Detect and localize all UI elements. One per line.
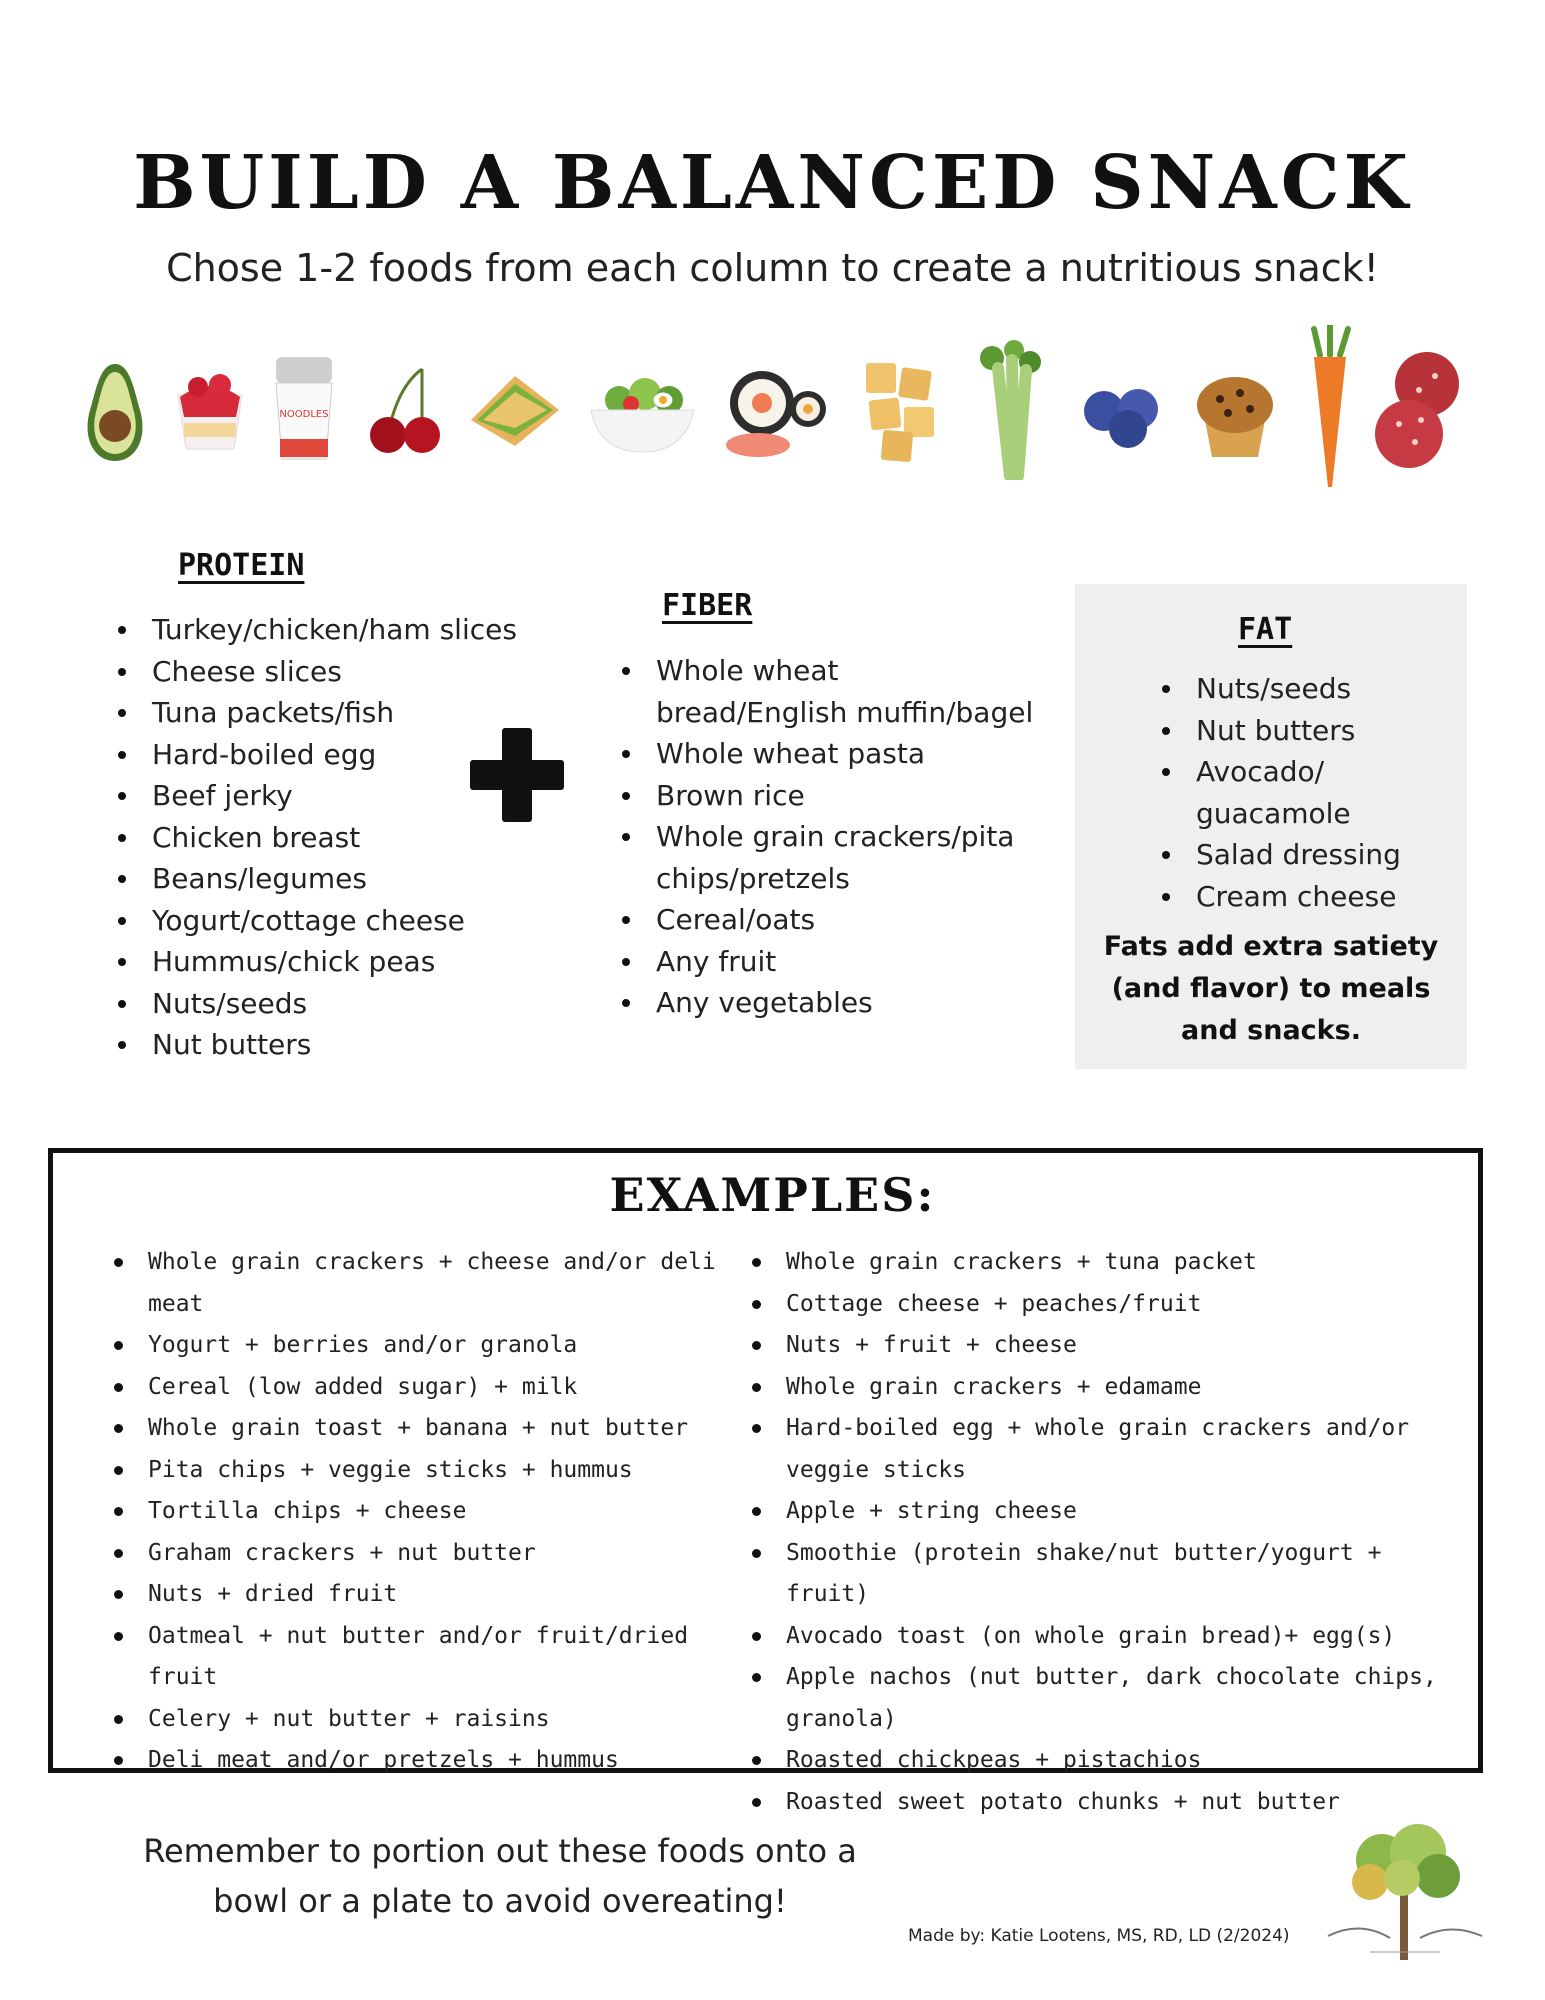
list-item: Pita chips + veggie sticks + hummus (114, 1450, 734, 1492)
list-item: Avocado/ guacamole (1158, 751, 1448, 834)
list-item: Nuts/seeds (1158, 668, 1448, 710)
list-item: Cheese slices (114, 651, 534, 693)
plus-icon (470, 728, 564, 822)
salami-icon (1375, 350, 1465, 475)
fiber-list (618, 650, 1038, 1024)
svg-text:NOODLES: NOODLES (279, 409, 329, 420)
page-subtitle: Chose 1-2 foods from each column to create a nutritious snack! (166, 246, 1379, 290)
crackers-icon (860, 355, 940, 465)
list-item: Nut butters (114, 1024, 534, 1066)
list-item: Roasted chickpeas + pistachios (752, 1740, 1464, 1782)
salad-bowl-icon (585, 370, 700, 455)
cherries-icon (360, 365, 450, 460)
list-item: Beef jerky (114, 775, 534, 817)
list-item: Any vegetables (618, 982, 1038, 1024)
carrot-icon (1300, 325, 1360, 490)
examples-list-right (752, 1242, 1464, 1823)
list-item: Turkey/chicken/ham slices (114, 609, 534, 651)
list-item: Celery + nut butter + raisins (114, 1699, 734, 1741)
list-item: Cottage cheese + peaches/fruit (752, 1284, 1464, 1326)
examples-list-left (114, 1242, 734, 1782)
list-item: Whole wheat pasta (618, 733, 1038, 775)
list-item: Tuna packets/fish (114, 692, 534, 734)
list-item: Whole grain toast + banana + nut butter (114, 1408, 734, 1450)
strawberry-parfait-icon (170, 365, 250, 455)
protein-heading: PROTEIN (178, 548, 305, 583)
list-item: Brown rice (618, 775, 1038, 817)
list-item: Yogurt/cottage cheese (114, 900, 534, 942)
protein-list (114, 609, 534, 1066)
reminder-text: Remember to portion out these foods onto a bowl or a plate to avoid overeating! (143, 1832, 857, 1920)
list-item: Avocado toast (on whole grain bread)+ egg(s) (752, 1616, 1464, 1658)
list-item: Graham crackers + nut butter (114, 1533, 734, 1575)
growing-well-logo (1320, 1820, 1490, 1970)
list-item: Cereal/oats (618, 899, 1038, 941)
list-item: Chicken breast (114, 817, 534, 859)
list-item: Whole grain crackers/pita chips/pretzels (618, 816, 1038, 899)
celery-icon (970, 340, 1050, 480)
list-item: Any fruit (618, 941, 1038, 983)
fiber-heading: FIBER (662, 588, 753, 623)
list-item: Whole grain crackers + edamame (752, 1367, 1464, 1409)
list-item: Whole wheat bread/English muffin/bagel (618, 650, 1038, 733)
list-item: Hard-boiled egg (114, 734, 534, 776)
sushi-icon (720, 365, 830, 460)
blueberries-icon (1080, 385, 1170, 450)
list-item: Oatmeal + nut butter and/or fruit/dried fruit (114, 1616, 734, 1699)
list-item: Whole grain crackers + cheese and/or deli meat (114, 1242, 734, 1325)
fat-note: Fats add extra satiety (and flavor) to meals and snacks. (1103, 931, 1439, 1046)
muffin-icon (1190, 365, 1280, 460)
fat-heading: FAT (1238, 612, 1293, 647)
list-item: Apple nachos (nut butter, dark chocolate chips, granola) (752, 1657, 1464, 1740)
list-item: Hummus/chick peas (114, 941, 534, 983)
list-item: Hard-boiled egg + whole grain crackers and/or veggie sticks (752, 1408, 1464, 1491)
list-item: Nuts + fruit + cheese (752, 1325, 1464, 1367)
page-title: BUILD A BALANCED SNACK (133, 140, 1412, 226)
list-item: Yogurt + berries and/or granola (114, 1325, 734, 1367)
list-item: Deli meat and/or pretzels + hummus (114, 1740, 734, 1782)
list-item: Roasted sweet potato chunks + nut butter (752, 1782, 1464, 1824)
list-item: Nuts + dried fruit (114, 1574, 734, 1616)
avocado-icon (80, 360, 150, 465)
list-item: Nuts/seeds (114, 983, 534, 1025)
list-item: Beans/legumes (114, 858, 534, 900)
sandwich-icon (465, 370, 565, 450)
list-item: Nut butters (1158, 710, 1448, 752)
list-item: Smoothie (protein shake/nut butter/yogurt + fruit) (752, 1533, 1464, 1616)
list-item: Tortilla chips + cheese (114, 1491, 734, 1533)
noodles-cup-icon (270, 353, 338, 463)
list-item: Whole grain crackers + tuna packet (752, 1242, 1464, 1284)
examples-heading: EXAMPLES: (609, 1168, 936, 1222)
fat-list (1158, 668, 1448, 917)
list-item: Cereal (low added sugar) + milk (114, 1367, 734, 1409)
author-credit: Made by: Katie Lootens, MS, RD, LD (2/2024) (908, 1926, 1290, 1946)
list-item: Apple + string cheese (752, 1491, 1464, 1533)
list-item: Cream cheese (1158, 876, 1448, 918)
list-item: Salad dressing (1158, 834, 1448, 876)
food-illustrations-row (80, 325, 1470, 505)
